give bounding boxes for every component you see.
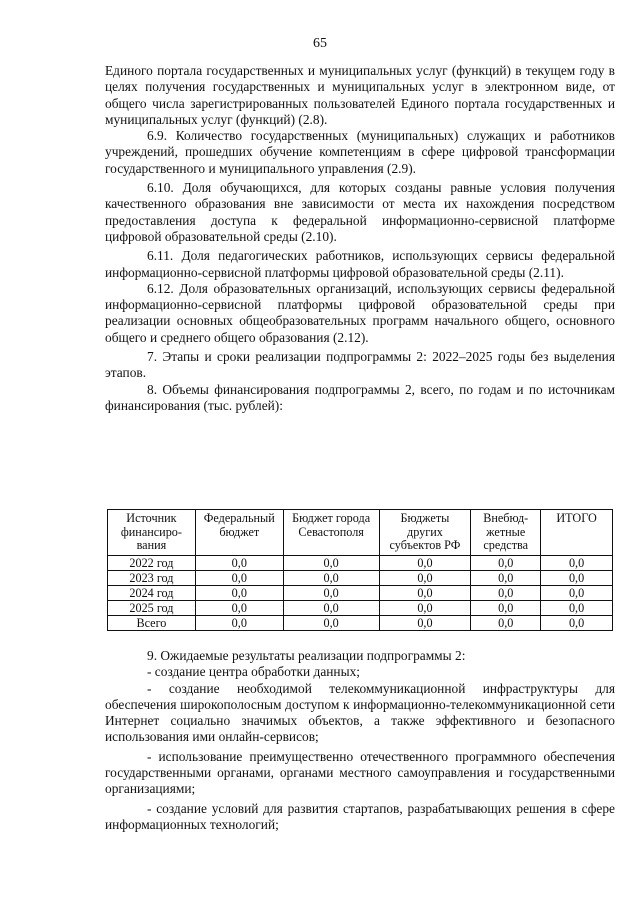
table-cell: 0,0 (195, 555, 283, 570)
header-total: ИТОГО (541, 510, 613, 556)
header-other-subjects-budget: Бюджеты других субъектов РФ (379, 510, 471, 556)
table-cell: 0,0 (541, 600, 613, 615)
paragraph-portal-users: Единого портала государственных и муниципальных услуг (функций) в текущем году в целях получения государственных и муниципальных услуг в электронном виде, от общего числа зарегистрированных пользователей Единого портала государственных и муниципальных услуг (функций) (2.8). (105, 63, 615, 127)
table-cell: 2024 год (108, 585, 196, 600)
header-sevastopol-budget: Бюджет города Севастополя (283, 510, 379, 556)
table-cell: 2025 год (108, 600, 196, 615)
table-cell: 0,0 (195, 585, 283, 600)
list-item: - создание центра обработки данных; (147, 664, 361, 680)
table-cell: 0,0 (471, 555, 541, 570)
table-cell: 0,0 (471, 600, 541, 615)
table-cell: Всего (108, 615, 196, 630)
paragraph-6-9: 6.9. Количество государственных (муниципальных) служащих и работников учреждений, прошедших обучение компетенциям в сфере цифровой трансформации государственного и муниципального управления (2.9). (105, 128, 615, 176)
table-cell: 0,0 (379, 600, 471, 615)
table-cell: 0,0 (195, 570, 283, 585)
table-cell: 0,0 (541, 585, 613, 600)
header-extrabudgetary: Внебюд-жетные средства (471, 510, 541, 556)
paragraph-9-results: 9. Ожидаемые результаты реализации подпрограммы 2: (147, 648, 466, 663)
table-cell: 0,0 (379, 570, 471, 585)
table-row-total (108, 615, 613, 630)
table-row (108, 570, 613, 585)
table-header-row (108, 510, 613, 556)
table-cell: 0,0 (379, 615, 471, 630)
paragraph-6-10: 6.10. Доля обучающихся, для которых созданы равные условия получения качественного образования вне зависимости от места их нахождения посредством предоставления доступа к федеральной информационно-сервисной платформе цифровой образовательной среды (2.10). (105, 180, 615, 244)
table-cell: 0,0 (283, 555, 379, 570)
table-cell: 2022 год (108, 555, 196, 570)
table-cell: 0,0 (283, 585, 379, 600)
table-cell: 0,0 (541, 570, 613, 585)
text-block-bottom (105, 648, 615, 833)
table-row (108, 555, 613, 570)
paragraph-8-financing: 8. Объемы финансирования подпрограммы 2, всего, по годам и по источникам финансирования (тыс. рублей): (105, 381, 615, 413)
text-block-top (105, 63, 615, 414)
table-cell: 0,0 (541, 615, 613, 630)
header-source: Источник финансиро-вания (108, 510, 196, 556)
table-cell: 0,0 (471, 615, 541, 630)
header-federal-budget: Федеральный бюджет (195, 510, 283, 556)
table-cell: 0,0 (195, 600, 283, 615)
list-item: - создание условий для развития стартапов, разрабатывающих решения в сфере информационных технологий; (105, 800, 615, 832)
table-cell: 0,0 (379, 585, 471, 600)
table-cell: 0,0 (283, 615, 379, 630)
paragraph-6-11: 6.11. Доля педагогических работников, использующих сервисы федеральной информационно-сервисной платформы цифровой образовательной среды (2.11). (105, 248, 615, 280)
paragraph-6-12: 6.12. Доля образовательных организаций, использующих сервисы федеральной информационно-сервисной платформы цифровой образовательной среды при реализации основных общеобразовательных программ начального общего, основного общего и среднего общего образования (2.12). (105, 280, 615, 345)
paragraph-7-stages: 7. Этапы и сроки реализации подпрограммы 2: 2022–2025 годы без выделения этапов. (105, 349, 615, 381)
financing-table (107, 509, 613, 631)
table-row (108, 585, 613, 600)
list-item: - создание необходимой телекоммуникационной инфраструктуры для обеспечения широкополосным доступом к информационно-телекоммуникационной сети Интернет социально значимых объектов, а также эффективного и безопасного использования ими онлайн-сервисов; (105, 680, 615, 745)
table-cell: 2023 год (108, 570, 196, 585)
table-cell: 0,0 (471, 570, 541, 585)
table-cell: 0,0 (379, 555, 471, 570)
table-cell: 0,0 (195, 615, 283, 630)
table-cell: 0,0 (471, 585, 541, 600)
table-cell: 0,0 (283, 600, 379, 615)
table-cell: 0,0 (283, 570, 379, 585)
table-row (108, 600, 613, 615)
table-cell: 0,0 (541, 555, 613, 570)
list-item: - использование преимущественно отечественного программного обеспечения государственными органами, органами местного самоуправления и государственными организациями; (105, 748, 615, 797)
page-number: 65 (313, 36, 327, 51)
